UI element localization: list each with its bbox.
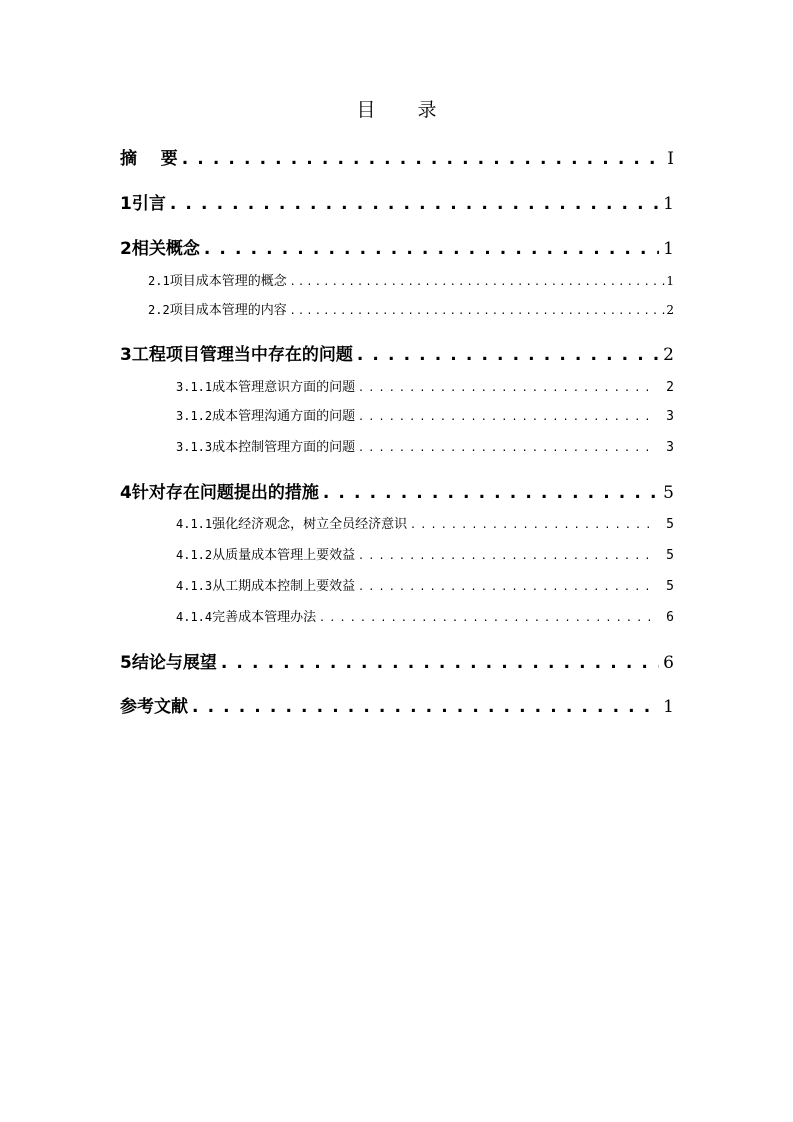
toc-entry-title: 从工期成本控制上要效益 xyxy=(212,579,356,594)
toc-entry-title: 成本管理沟通方面的问题 xyxy=(212,409,356,424)
toc-page-number: 1 xyxy=(663,697,674,717)
dot-leader xyxy=(323,483,659,503)
toc-entry-number: 3.1.2 xyxy=(176,409,213,423)
toc-entry-number: 3 xyxy=(120,345,132,365)
toc-entry-chapter-3[interactable] xyxy=(120,340,674,366)
toc-page-number: I xyxy=(667,149,674,169)
toc-page-number: 5 xyxy=(663,483,674,503)
toc-entry-abstract[interactable] xyxy=(120,144,674,170)
toc-page-number: 1 xyxy=(663,239,674,259)
dot-leader xyxy=(359,548,656,562)
toc-page-number: 3 xyxy=(666,440,674,455)
toc-entry-title: 参考文献 xyxy=(120,697,188,717)
toc-entry-subsection-3-1-3[interactable] xyxy=(176,436,674,458)
toc-page-number: 5 xyxy=(666,579,674,594)
toc-entry-title: 完善成本管理办法 xyxy=(212,610,317,625)
toc-page-number: 5 xyxy=(666,548,674,563)
toc-entry-number: 4 xyxy=(120,483,132,503)
toc-entry-title: 摘 要 xyxy=(120,149,178,169)
toc-page-number: 5 xyxy=(666,517,674,532)
toc-entry-number: 4.1.2 xyxy=(176,548,213,562)
dot-leader xyxy=(291,303,666,317)
toc-entry-title: 工程项目管理当中存在的问题 xyxy=(131,345,353,365)
dot-leader xyxy=(411,517,656,531)
toc-entry-title: 结论与展望 xyxy=(131,653,217,673)
toc-entry-number: 3.1.1 xyxy=(176,380,213,394)
toc-entry-number: 2.1 xyxy=(148,274,170,288)
dot-leader xyxy=(359,440,656,454)
dot-leader xyxy=(357,345,659,365)
toc-entry-number: 5 xyxy=(120,653,132,673)
toc-entry-title: 成本管理意识方面的问题 xyxy=(212,380,356,395)
toc-entry-title: 强化经济观念，树立全员经济意识 xyxy=(212,517,408,532)
dot-leader xyxy=(182,149,664,169)
toc-entry-chapter-5[interactable] xyxy=(120,648,674,674)
dot-leader xyxy=(192,697,659,717)
toc-page-number: 1 xyxy=(666,274,674,288)
toc-title: 目 录 xyxy=(356,99,455,121)
toc-page-number: 2 xyxy=(666,380,674,395)
toc-entry-title: 从质量成本管理上要效益 xyxy=(212,548,356,563)
toc-page-number: 2 xyxy=(663,345,674,365)
toc-entry-subsection-4-1-2[interactable] xyxy=(176,544,674,566)
toc-entry-section-2-2[interactable] xyxy=(148,299,674,321)
dot-leader xyxy=(359,380,656,394)
toc-entry-number: 4.1.4 xyxy=(176,610,213,624)
dot-leader xyxy=(170,194,659,214)
toc-entry-title: 项目成本管理的内容 xyxy=(169,303,287,318)
toc-entry-subsection-4-1-1[interactable] xyxy=(176,513,674,535)
toc-entry-references[interactable] xyxy=(120,692,674,718)
toc-page-number: 1 xyxy=(663,194,674,214)
toc-entry-number: 4.1.3 xyxy=(176,579,213,593)
toc-page-number: 2 xyxy=(666,303,674,317)
toc-entry-chapter-4[interactable] xyxy=(120,478,674,504)
toc-entry-title: 针对存在问题提出的措施 xyxy=(131,483,319,503)
dot-leader xyxy=(320,610,656,624)
toc-page-number: 6 xyxy=(663,653,674,673)
toc-entry-section-2-1[interactable] xyxy=(148,270,674,292)
toc-entry-number: 2.2 xyxy=(148,303,170,317)
toc-entry-number: 3.1.3 xyxy=(176,440,213,454)
toc-entry-title: 引言 xyxy=(131,194,166,214)
toc-page-number: 3 xyxy=(666,409,674,424)
toc-entry-subsection-4-1-3[interactable] xyxy=(176,575,674,597)
toc-entry-title: 项目成本管理的概念 xyxy=(169,274,287,289)
toc-entry-chapter-1[interactable] xyxy=(120,189,674,215)
dot-leader xyxy=(291,274,666,288)
dot-leader xyxy=(359,409,656,423)
toc-entry-subsection-3-1-1[interactable] xyxy=(176,376,674,398)
toc-entry-subsection-3-1-2[interactable] xyxy=(176,405,674,427)
toc-page-number: 6 xyxy=(666,610,674,625)
dot-leader xyxy=(359,579,656,593)
dot-leader xyxy=(204,239,659,259)
toc-entry-chapter-2[interactable] xyxy=(120,234,674,260)
toc-entry-number: 2 xyxy=(120,239,132,259)
toc-entry-number: 1 xyxy=(120,194,132,214)
dot-leader xyxy=(221,653,659,673)
toc-entry-title: 成本控制管理方面的问题 xyxy=(212,440,356,455)
toc-entry-subsection-4-1-4[interactable] xyxy=(176,606,674,628)
toc-entry-title: 相关概念 xyxy=(131,239,200,259)
toc-entry-number: 4.1.1 xyxy=(176,517,213,531)
